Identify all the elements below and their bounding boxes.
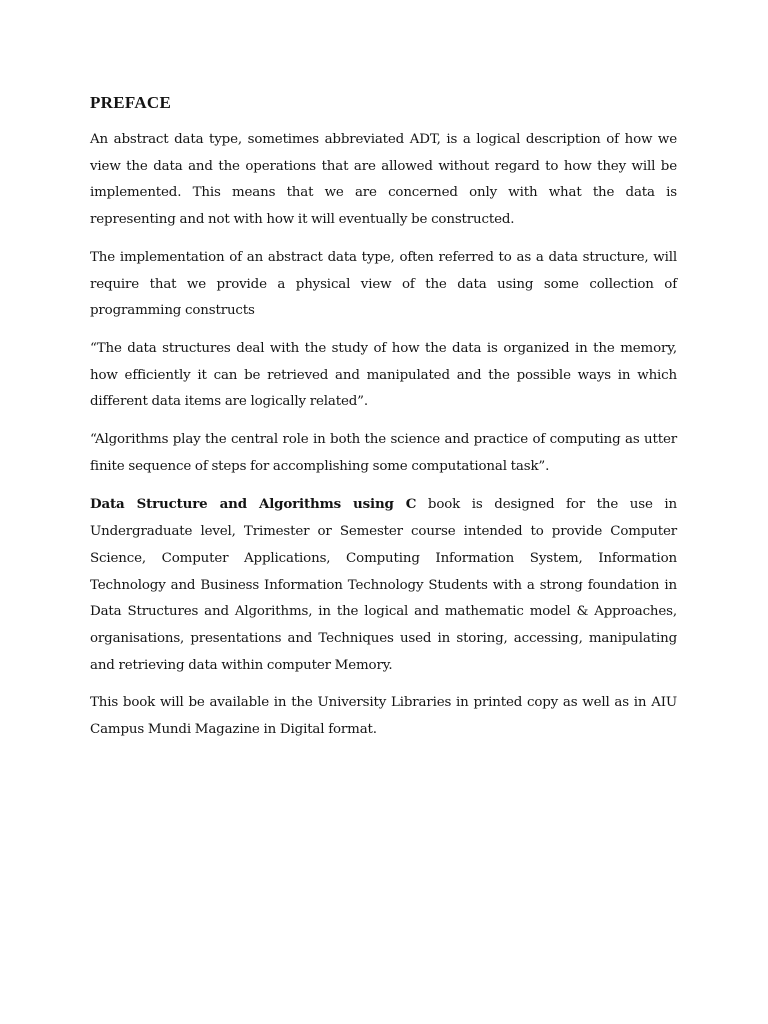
paragraph-adt-definition: An abstract data type, sometimes abbreviated ADT, is a logical description of how we view the data and the operations that are allowed without regard to how they will be implemented. This means that we are concerned only with what the data is representing and not with how it will eventually be constructed. <box>90 132 677 228</box>
paragraph-availability: This book will be available in the University Libraries in printed copy as well as in AIU Campus Mundi Magazine in Digital format. <box>90 695 677 738</box>
page-title: PREFACE <box>90 93 172 112</box>
book-title: Data Structure and Algorithms using C <box>90 496 417 513</box>
book-purpose-text: book is designed for the use in Undergraduate level, Trimester or Semester course intended to provide Computer Science, Computer Applications, Computing Information System, Information Technology and Business Information Technology Students with a strong foundation in Data Structures and Algorithms, in the logical and mathematic model & Approaches, organisations, presentations and Techniques used in storing, accessing, manipulating and retrieving data within computer Memory. <box>90 497 677 673</box>
document-page <box>90 92 677 755</box>
paragraph-adt-implementation: The implementation of an abstract data type, often referred to as a data structure, will require that we provide a physical view of the data using some collection of programming constructs <box>90 249 677 319</box>
paragraph-book-purpose <box>90 491 677 679</box>
paragraph-data-structures-quote: “The data structures deal with the study of how the data is organized in the memory, how efficiently it can be retrieved and manipulated and the possible ways in which different data items are logically related”. <box>90 340 677 410</box>
paragraph-algorithms-quote: “Algorithms play the central role in both the science and practice of computing as utter finite sequence of steps for accomplishing some computational task”. <box>90 432 677 474</box>
